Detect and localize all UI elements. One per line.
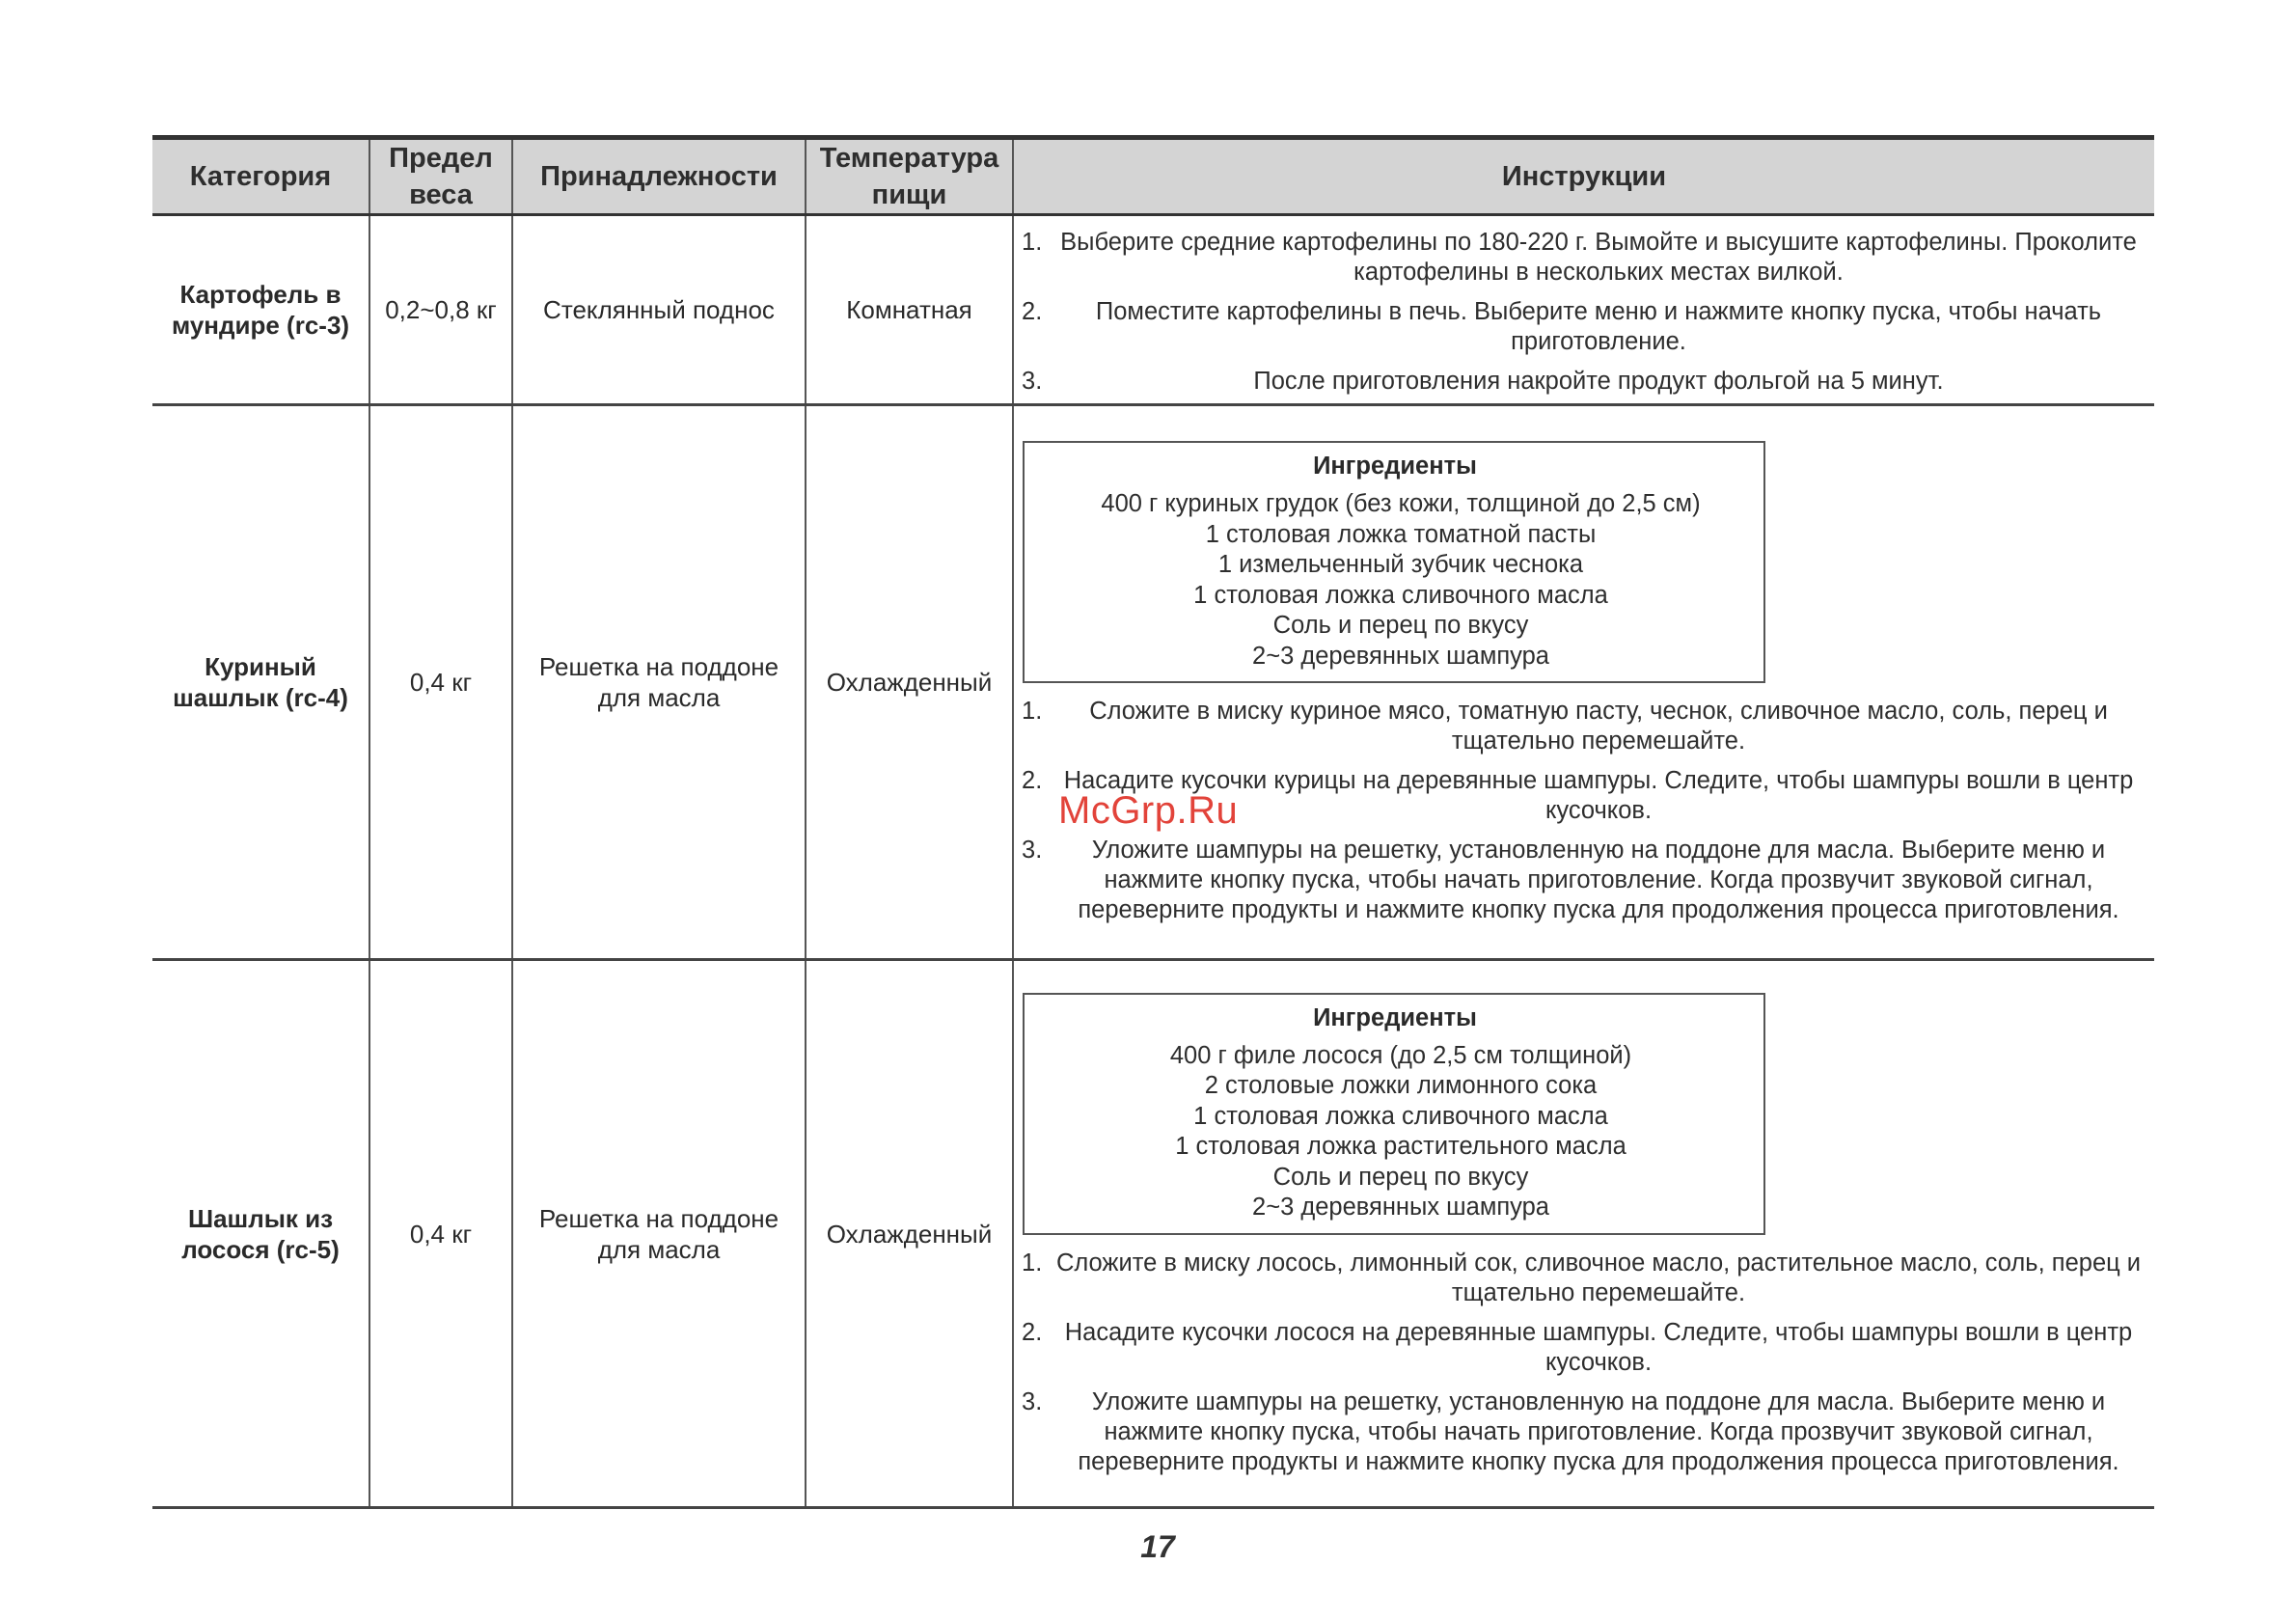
step-item: Уложите шампуры на решетку, установленную на поддоне для масла. Выберите меню и нажмите кнопку пуска, чтобы начать приготовление. Когда прозвучит звуковой сигнал, переверните продукты и нажмите кнопку пуска для продолжения процесса приготовления. <box>1078 1387 2119 1475</box>
accessory-cell: Решетка на поддоне для масла <box>512 405 806 960</box>
step-item: Выберите средние картофелины по 180-220 г. Вымойте и высушите картофелины. Проколите картофелины в нескольких местах вилкой. <box>1060 228 2137 286</box>
category-cell: Картофель в мундире (rc-3) <box>152 215 369 405</box>
ingredient-item: 1 столовая ложка растительного масла <box>1175 1133 1626 1160</box>
category-cell: Куриный шашлык (rc-4) <box>152 405 369 960</box>
table-row <box>152 960 2154 1508</box>
temperature-cell: Охлажденный <box>806 405 1013 960</box>
step-item: Сложите в миску куриное мясо, томатную пасту, чеснок, сливочное масло, соль, перец и тщательно перемешайте. <box>1089 698 2108 755</box>
ingredient-item: 2~3 деревянных шампура <box>1252 642 1549 670</box>
ingredient-item: 1 измельченный зубчик чеснока <box>1217 551 1584 578</box>
page-number: 17 <box>1140 1529 1175 1564</box>
watermark: McGrp.Ru <box>1058 789 1239 832</box>
ingredients-title: Ингредиенты <box>1313 453 1477 480</box>
header-instructions: Инструкции <box>1013 138 2154 215</box>
weight-cell: 0,4 кг <box>369 405 512 960</box>
header-weight-limit: Предел веса <box>369 138 512 215</box>
ingredients-box <box>1023 441 1765 683</box>
ingredients-title: Ингредиенты <box>1313 1003 1477 1031</box>
step-item: Насадите кусочки лосося на деревянные шампуры. Следите, чтобы шампуры вошли в центр кусочков. <box>1064 1318 2133 1376</box>
header-category: Категория <box>152 138 369 215</box>
header-accessories: Принадлежности <box>512 138 806 215</box>
accessory-cell: Стеклянный поднос <box>512 215 806 405</box>
instructions-cell <box>1013 215 2154 405</box>
ingredient-item: 1 столовая ложка сливочного масла <box>1193 581 1608 609</box>
steps-list <box>1022 228 2146 397</box>
temperature-cell: Охлажденный <box>806 960 1013 1508</box>
step-item: Насадите кусочки курицы на деревянные шампуры. Следите, чтобы шампуры вошли в центр кусочков. <box>1063 767 2134 824</box>
header-food-temp: Температура пищи <box>806 138 1013 215</box>
ingredient-item: Соль и перец по вкусу <box>1272 612 1529 639</box>
steps-list <box>1022 1249 2146 1477</box>
ingredient-item: 400 г куриных грудок (без кожи, толщиной до 2,5 см) <box>1101 490 1701 517</box>
step-item: Уложите шампуры на решетку, установленную на поддоне для масла. Выберите меню и нажмите кнопку пуска, чтобы начать приготовление. Когда прозвучит звуковой сигнал, переверните продукты и нажмите кнопку пуска для продолжения процесса приготовления. <box>1078 837 2119 923</box>
ingredient-item: 2 столовые ложки лимонного сока <box>1204 1072 1598 1099</box>
category-cell: Шашлык из лосося (rc-5) <box>152 960 369 1508</box>
ingredients-box <box>1023 993 1765 1235</box>
ingredients-list <box>1036 1041 1754 1223</box>
table-row <box>152 405 2154 960</box>
step-item: Поместите картофелины в печь. Выберите меню и нажмите кнопку пуска, чтобы начать приготовление. <box>1095 297 2102 355</box>
instructions-cell <box>1013 960 2154 1508</box>
weight-cell: 0,4 кг <box>369 960 512 1508</box>
ingredient-item: 2~3 деревянных шампура <box>1252 1194 1549 1221</box>
ingredient-item: 1 столовая ложка сливочного масла <box>1193 1102 1608 1130</box>
weight-cell: 0,2~0,8 кг <box>369 215 512 405</box>
table-row <box>152 215 2154 405</box>
ingredient-item: 1 столовая ложка томатной пасты <box>1205 520 1597 548</box>
step-item: Сложите в миску лосось, лимонный сок, сливочное масло, растительное масло, соль, перец и тщательно перемешайте. <box>1055 1249 2142 1306</box>
ingredients-list <box>1036 489 1754 672</box>
ingredient-item: 400 г филе лосося (до 2,5 см толщиной) <box>1169 1041 1632 1069</box>
instructions-cell <box>1013 405 2154 960</box>
accessory-cell: Решетка на поддоне для масла <box>512 960 806 1508</box>
ingredient-item: Соль и перец по вкусу <box>1272 1163 1529 1191</box>
temperature-cell: Комнатная <box>806 215 1013 405</box>
step-item: После приготовления накройте продукт фольгой на 5 минут. <box>1253 367 1944 395</box>
table-header-row <box>152 138 2154 215</box>
